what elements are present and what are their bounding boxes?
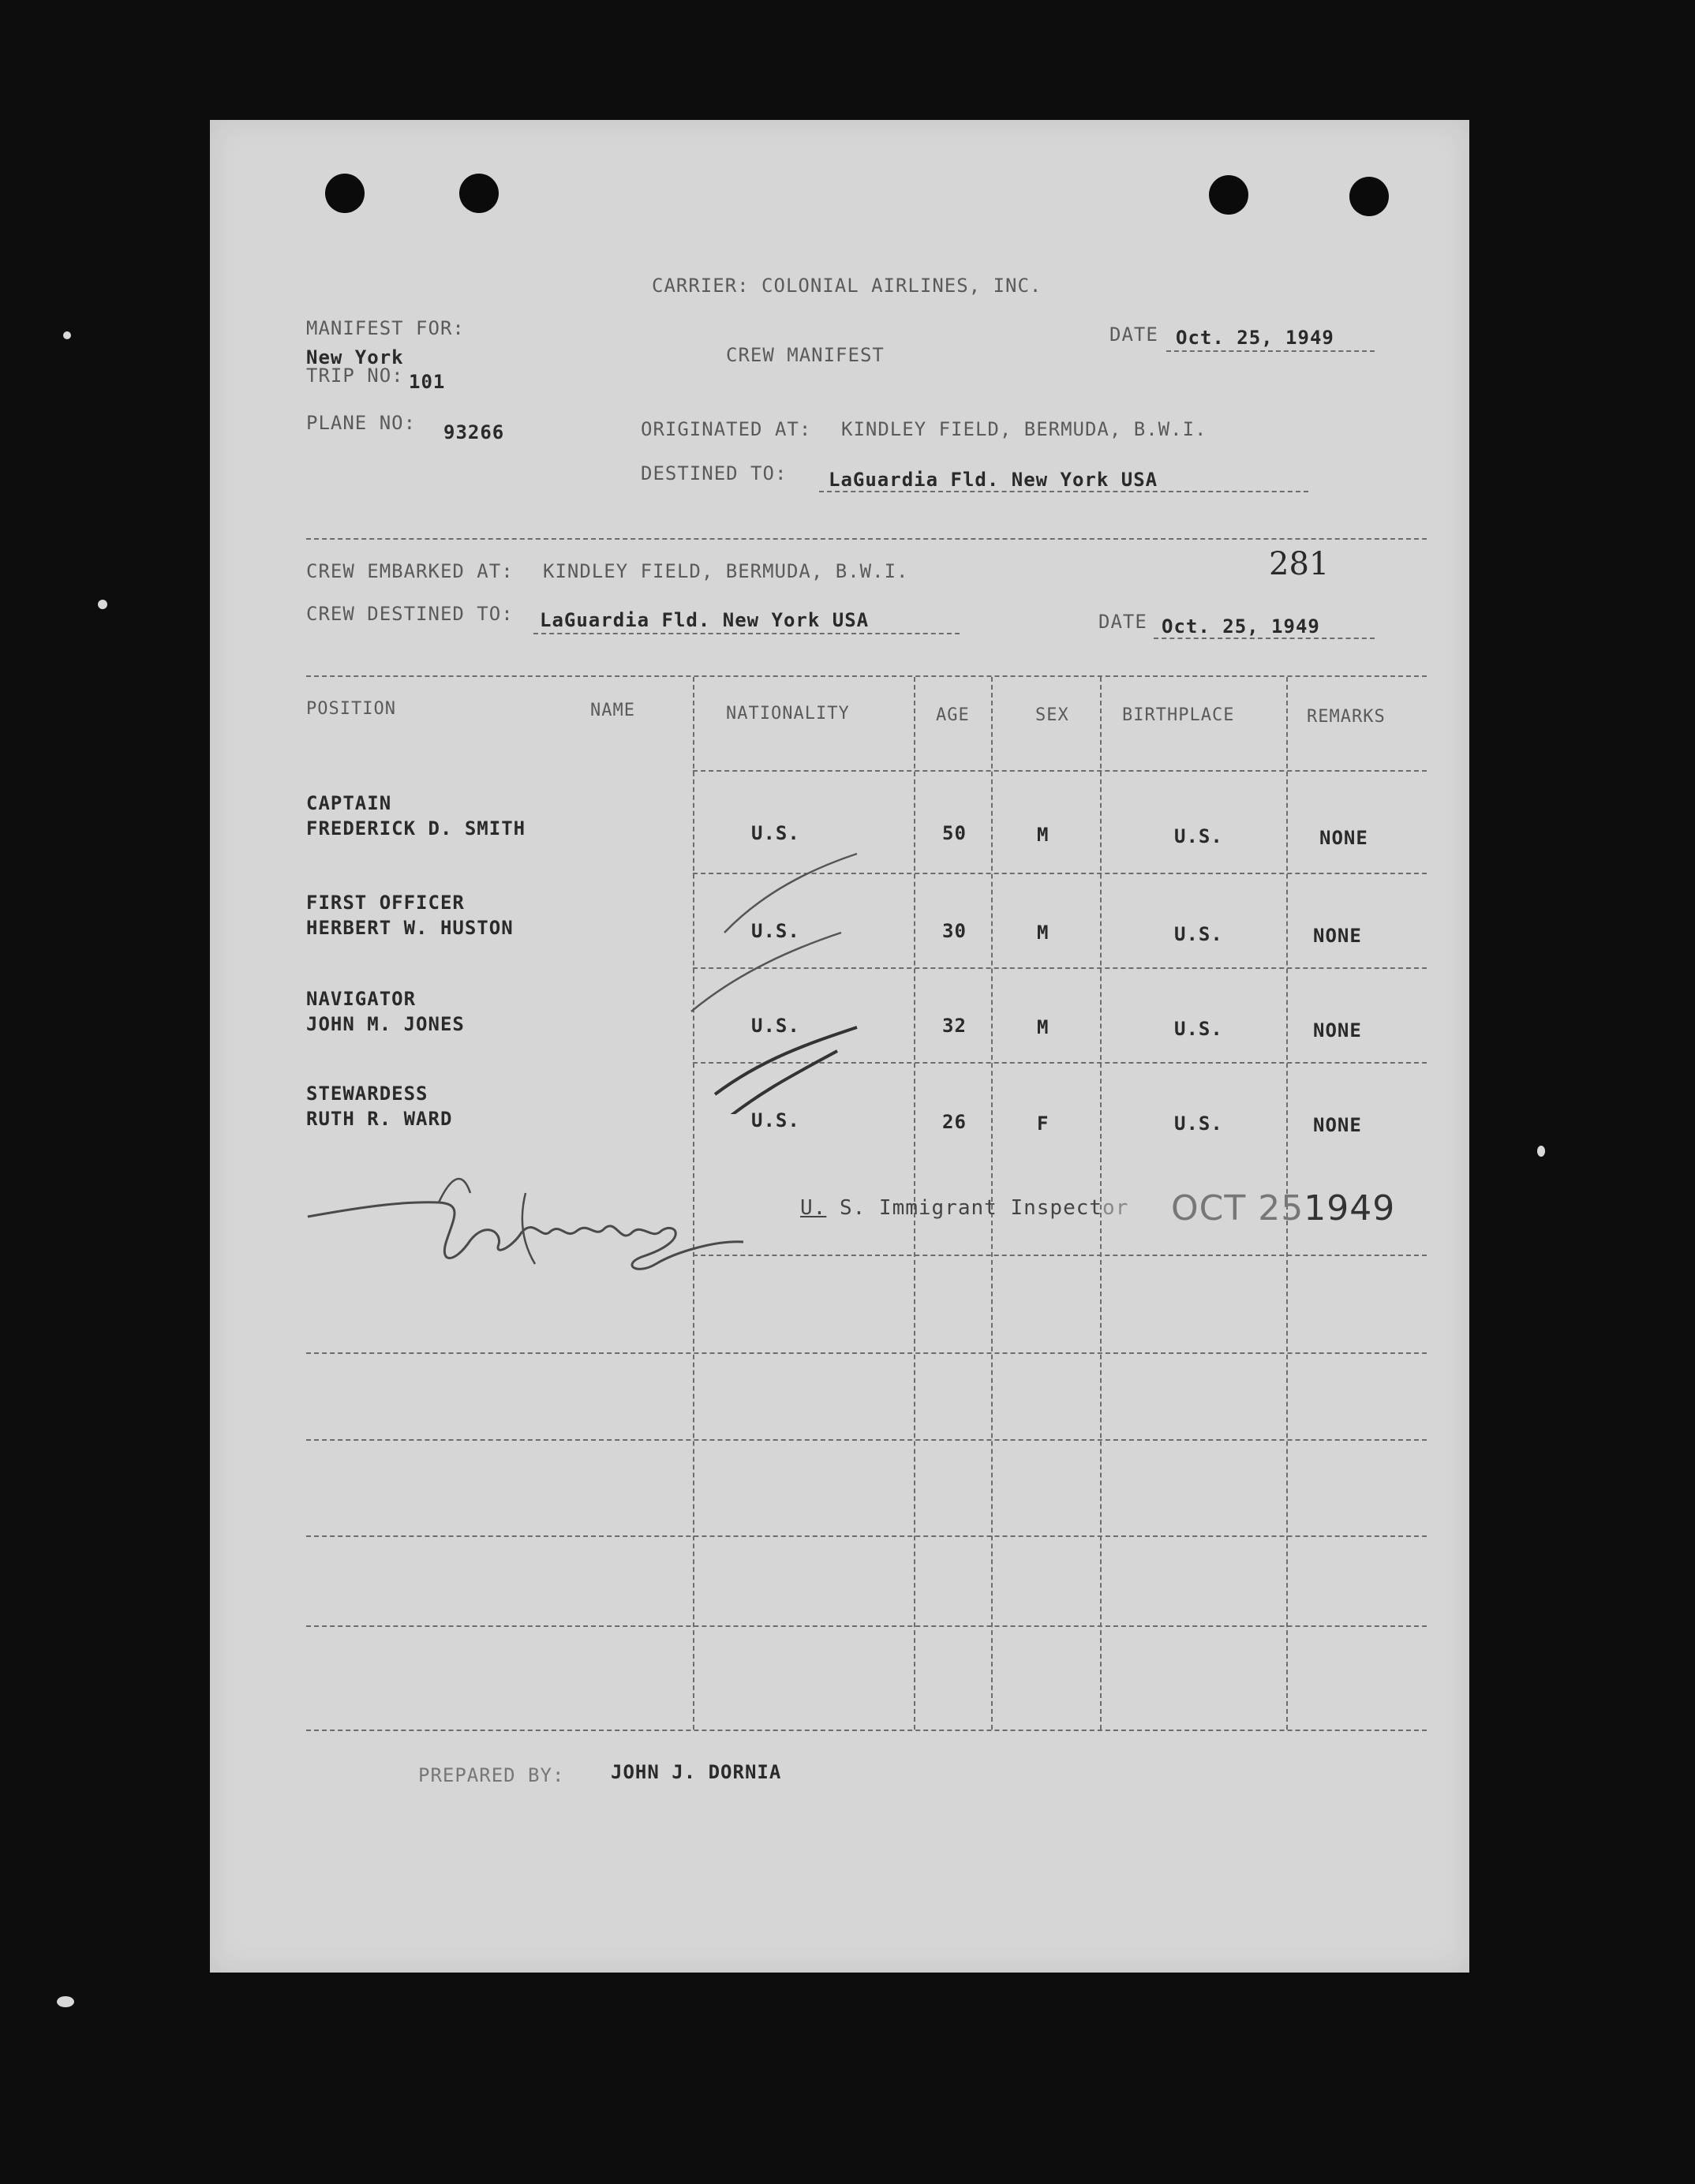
row-1-position: CAPTAIN xyxy=(306,792,392,814)
row-3-birthplace: U.S. xyxy=(1174,1018,1223,1040)
prepared-by-label: PREPARED BY: xyxy=(418,1764,565,1786)
row-1-age: 50 xyxy=(942,822,967,844)
originated-label: ORIGINATED AT: xyxy=(641,418,812,440)
scan-speck xyxy=(57,1996,74,2007)
crew-date-value: Oct. 25, 1949 xyxy=(1162,615,1320,638)
inspector-title-main: S. Immigrant Inspect xyxy=(826,1196,1103,1220)
row-3-position: NAVIGATOR xyxy=(306,988,417,1010)
header-position: POSITION xyxy=(306,699,396,719)
manifest-page xyxy=(210,120,1469,1973)
crew-destined-label: CREW DESTINED TO: xyxy=(306,603,514,625)
destined-underline xyxy=(819,491,1308,492)
destined-value: LaGuardia Fld. New York USA xyxy=(829,469,1158,491)
row-3-age: 32 xyxy=(942,1015,967,1037)
punch-hole xyxy=(1349,177,1389,216)
crew-date-label: DATE xyxy=(1098,611,1147,633)
header-birthplace: BIRTHPLACE xyxy=(1122,705,1235,725)
row-2-sex: M xyxy=(1037,922,1050,944)
crew-date-underline xyxy=(1154,638,1375,639)
row-3-name: JOHN M. JONES xyxy=(306,1013,465,1035)
row-2-position: FIRST OFFICER xyxy=(306,892,465,914)
header-separator xyxy=(306,538,1427,540)
row-rule xyxy=(306,1439,1427,1441)
table-top-rule xyxy=(306,675,1427,677)
trip-no-value: 101 xyxy=(409,371,446,393)
row-4-position: STEWARDESS xyxy=(306,1083,428,1105)
row-rule xyxy=(693,1255,1427,1256)
inspection-stamp-date xyxy=(1171,1188,1395,1228)
inspector-title-u: U. xyxy=(800,1196,827,1220)
row-1-name: FREDERICK D. SMITH xyxy=(306,817,526,840)
date-label: DATE xyxy=(1109,323,1158,346)
row-1-nationality: U.S. xyxy=(751,822,800,844)
crew-destined-value: LaGuardia Fld. New York USA xyxy=(540,609,870,631)
page-number: 281 xyxy=(1269,546,1330,582)
row-4-sex: F xyxy=(1037,1113,1050,1135)
plane-no-label: PLANE NO: xyxy=(306,412,417,434)
punch-hole xyxy=(459,174,499,213)
stamp-year: 1949 xyxy=(1304,1188,1396,1228)
punch-hole xyxy=(325,174,365,213)
row-3-remarks: NONE xyxy=(1313,1019,1362,1042)
row-2-name: HERBERT W. HUSTON xyxy=(306,917,514,939)
table-bottom-rule xyxy=(306,1730,1427,1731)
row-4-name: RUTH R. WARD xyxy=(306,1108,453,1130)
row-1-sex: M xyxy=(1037,824,1050,846)
header-age: AGE xyxy=(936,705,970,725)
crew-destined-underline xyxy=(533,633,960,634)
destined-label: DESTINED TO: xyxy=(641,462,788,484)
header-remarks: REMARKS xyxy=(1307,707,1386,727)
punch-hole xyxy=(1209,175,1248,215)
row-4-remarks: NONE xyxy=(1313,1114,1362,1136)
inspector-title-fade: or xyxy=(1102,1196,1129,1220)
manifest-for-value: New York xyxy=(306,346,404,368)
crew-embarked-value: KINDLEY FIELD, BERMUDA, B.W.I. xyxy=(543,560,909,582)
manifest-for-label: MANIFEST FOR: xyxy=(306,317,465,339)
scan-speck xyxy=(63,331,71,339)
scan-speck xyxy=(98,600,107,609)
stamp-month-day: OCT 25 xyxy=(1171,1188,1304,1228)
header-rule xyxy=(693,770,1427,772)
row-2-age: 30 xyxy=(942,920,967,942)
row-3-sex: M xyxy=(1037,1016,1050,1038)
crew-embarked-label: CREW EMBARKED AT: xyxy=(306,560,514,582)
scan-speck xyxy=(1537,1146,1545,1157)
row-2-remarks: NONE xyxy=(1313,925,1362,947)
row-2-nationality: U.S. xyxy=(751,920,800,942)
row-4-age: 26 xyxy=(942,1111,967,1133)
header-name: NAME xyxy=(590,701,635,720)
originated-value: KINDLEY FIELD, BERMUDA, B.W.I. xyxy=(841,418,1207,440)
plane-no-value: 93266 xyxy=(443,421,505,443)
carrier-line: CARRIER: COLONIAL AIRLINES, INC. xyxy=(652,275,1042,297)
inspector-title xyxy=(800,1196,1128,1220)
row-4-nationality: U.S. xyxy=(751,1109,800,1131)
row-rule xyxy=(306,1535,1427,1537)
trip-no-label: TRIP NO: xyxy=(306,365,404,387)
row-3-nationality: U.S. xyxy=(751,1015,800,1037)
check-marks xyxy=(636,775,920,1114)
prepared-by-value: JOHN J. DORNIA xyxy=(611,1761,782,1783)
row-1-birthplace: U.S. xyxy=(1174,825,1223,847)
date-underline xyxy=(1166,350,1375,352)
inspector-signature xyxy=(305,1146,746,1280)
header-nationality: NATIONALITY xyxy=(726,704,850,724)
row-1-remarks: NONE xyxy=(1319,827,1368,849)
date-value: Oct. 25, 1949 xyxy=(1176,327,1334,349)
row-rule xyxy=(306,1625,1427,1627)
row-4-birthplace: U.S. xyxy=(1174,1113,1223,1135)
row-rule xyxy=(306,1352,1427,1354)
header-sex: SEX xyxy=(1035,705,1069,725)
manifest-title: CREW MANIFEST xyxy=(726,344,885,366)
row-2-birthplace: U.S. xyxy=(1174,923,1223,945)
